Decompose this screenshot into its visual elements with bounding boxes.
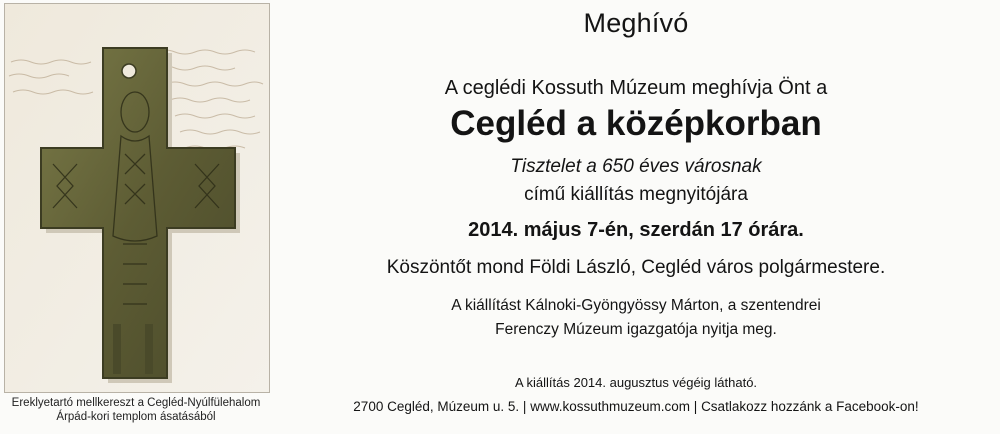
photo-caption [0, 396, 272, 424]
footer-separator-2: | [693, 399, 698, 414]
footer-address: 2700 Cegléd, Múzeum u. 5. [353, 399, 520, 414]
footer [272, 399, 1000, 414]
footer-separator-1: | [522, 399, 527, 414]
caption-line-1: Ereklyetartó mellkereszt a Cegléd-Nyúlfülehalom [11, 397, 261, 409]
invitation-title: Meghívó [583, 8, 689, 38]
caption-line-2: Árpád-kori templom ásatásából [56, 411, 216, 423]
cross-photo [4, 3, 270, 393]
opening-line: című kiállítás megnyitójára [524, 184, 748, 205]
website-link[interactable]: www.kossuthmuzeum.com [530, 399, 691, 414]
facebook-link[interactable]: Csatlakozz hozzánk a Facebook-on! [701, 399, 919, 414]
reliquary-cross-image [5, 4, 269, 392]
greeting-line: Köszöntőt mond Földi László, Cegléd város polgármestere. [386, 257, 886, 278]
opener-line-1: A kiállítást Kálnoki-Gyöngyössy Márton, a szentendrei [451, 297, 821, 314]
opener-line-2: Ferenczy Múzeum igazgatója nyitja meg. [495, 321, 777, 338]
exhibition-subtitle: Tisztelet a 650 éves városnak [510, 156, 762, 177]
invite-line: A ceglédi Kossuth Múzeum meghívja Önt a [444, 77, 828, 99]
exhibition-title: Cegléd a középkorban [450, 104, 822, 143]
exhibition-until-line: A kiállítás 2014. augusztus végéig látható. [514, 375, 758, 390]
date-line: 2014. május 7-én, szerdán 17 órára. [468, 219, 804, 241]
invitation-text [272, 0, 1000, 434]
